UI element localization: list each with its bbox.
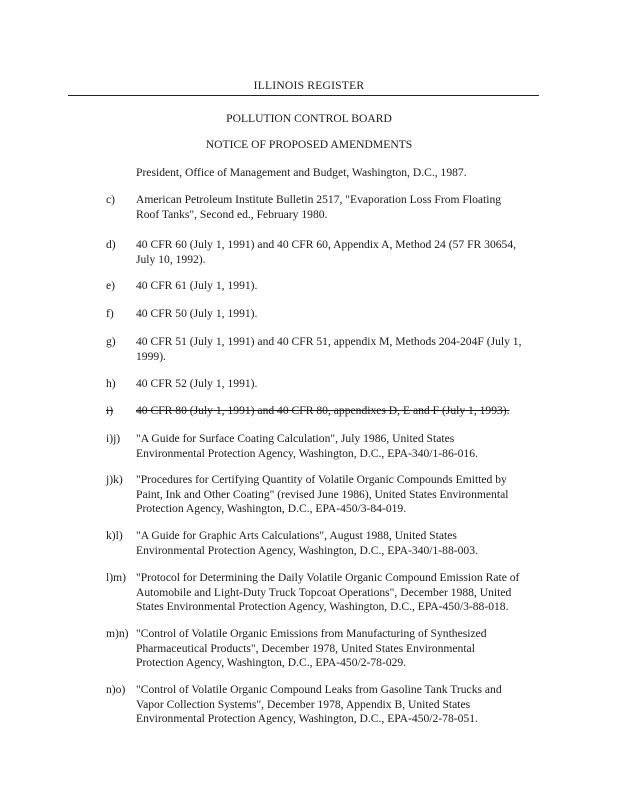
- item-text: [136, 683, 540, 727]
- item-text-line: 1999).: [136, 349, 166, 363]
- item-text-line: Pharmaceutical Products", December 1978, United States Environmental: [136, 641, 475, 655]
- item-text: [136, 307, 540, 322]
- item-label: d): [106, 238, 116, 251]
- item-text-line: "Control of Volatile Organic Compound Leaks from Gasoline Tank Trucks and: [136, 683, 502, 696]
- item-text-line: 40 CFR 60 (July 1, 1991) and 40 CFR 60, Appendix A, Method 24 (57 FR 30654,: [136, 238, 517, 251]
- item-text-line: 40 CFR 80 (July 1, 1991) and 40 CFR 80, appendixes D, E and F (July 1, 1993).: [136, 404, 510, 417]
- board-title: POLLUTION CONTROL BOARD: [226, 112, 392, 125]
- item-text-line: 40 CFR 61 (July 1, 1991).: [136, 279, 258, 292]
- item-label: g): [106, 335, 116, 348]
- item-text-line: Environmental Protection Agency, Washington, D.C., EPA-340/1-88-003.: [136, 543, 478, 557]
- item-text: [136, 571, 540, 615]
- item-text-line: States Environmental Protection Agency, Washington, D.C., EPA-450/3-88-018.: [136, 600, 509, 614]
- item-text-line: Protection Agency, Washington, D.C., EPA-450/2-78-029.: [136, 656, 407, 670]
- item-text-line: American Petroleum Institute Bulletin 2517, "Evaporation Loss From Floating: [136, 193, 502, 206]
- item-label: i)j): [106, 432, 121, 445]
- item-label: k)l): [106, 529, 123, 542]
- item-text-line: Automobile and Light-Duty Truck Topcoat Operations", December 1988, United: [136, 585, 512, 599]
- item-label: c): [106, 193, 116, 206]
- item-text: [136, 279, 540, 294]
- item-text-line: "A Guide for Graphic Arts Calculations", August 1988, United States: [136, 529, 457, 542]
- item-text-line: "Procedures for Certifying Quantity of Volatile Organic Compounds Emitted by: [136, 473, 507, 486]
- intro-line: President, Office of Management and Budget, Washington, D.C., 1987.: [136, 166, 467, 179]
- item-text-line: 40 CFR 52 (July 1, 1991).: [136, 377, 258, 390]
- item-label: l)m): [106, 571, 126, 584]
- item-text-line: Paint, Ink and Other Coating" (revised June 1986), United States Environmental: [136, 487, 509, 501]
- item-label: f): [106, 307, 114, 320]
- header-rule: [68, 95, 539, 96]
- item-text-line: July 10, 1992).: [136, 252, 206, 266]
- register-header: ILLINOIS REGISTER: [253, 79, 365, 92]
- item-text: [136, 529, 540, 558]
- item-text-line: Environmental Protection Agency, Washington, D.C., EPA-450/2-78-051.: [136, 712, 478, 726]
- item-text-line: "Protocol for Determining the Daily Volatile Organic Compound Emission Rate of: [136, 571, 520, 584]
- item-text-line: "A Guide for Surface Coating Calculation", July 1986, United States: [136, 432, 455, 445]
- item-text: [136, 377, 540, 392]
- item-text: [136, 627, 540, 671]
- item-text-line: Vapor Collection Systems", December 1978, Appendix B, United States: [136, 697, 471, 711]
- item-text: [136, 193, 540, 222]
- item-text-line: 40 CFR 51 (July 1, 1991) and 40 CFR 51, appendix M, Methods 204-204F (July 1,: [136, 335, 522, 348]
- item-label: e): [106, 279, 116, 292]
- item-text: [136, 238, 540, 267]
- item-label: h): [106, 377, 116, 390]
- item-text: [136, 404, 540, 419]
- item-text: [136, 335, 540, 364]
- item-text-line: Protection Agency, Washington, D.C., EPA-450/3-84-019.: [136, 502, 407, 516]
- item-label: i): [106, 404, 114, 417]
- item-text: [136, 432, 540, 461]
- item-text-line: Roof Tanks", Second ed., February 1980.: [136, 207, 328, 221]
- notice-title: NOTICE OF PROPOSED AMENDMENTS: [205, 138, 413, 151]
- item-text-line: 40 CFR 50 (July 1, 1991).: [136, 307, 258, 320]
- item-label: j)k): [106, 473, 123, 486]
- item-label: m)n): [106, 627, 129, 640]
- item-label: n)o): [106, 683, 126, 696]
- item-text-line: "Control of Volatile Organic Emissions from Manufacturing of Synthesized: [136, 627, 487, 640]
- item-text-line: Environmental Protection Agency, Washington, D.C., EPA-340/1-86-016.: [136, 446, 478, 460]
- item-text: [136, 473, 540, 517]
